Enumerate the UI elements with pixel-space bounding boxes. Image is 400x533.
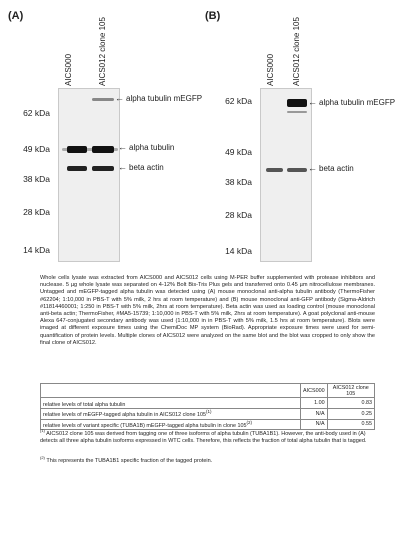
table-cell: 0.25 xyxy=(327,408,374,419)
arrow-left-icon: ← xyxy=(115,93,124,103)
annotation-alpha-tubulin-megfp: ← alpha tubulin mEGFP xyxy=(115,93,203,103)
band-alpha-tubulin-aics000 xyxy=(67,146,87,153)
panel-a-label: (A) xyxy=(8,10,24,22)
panel-a-lane-2-label: AICS012 clone 105 xyxy=(98,17,107,86)
panel-b-lane-2-label: AICS012 clone 105 xyxy=(292,17,301,86)
annotation-beta-actin-b: ← beta actin xyxy=(308,163,354,173)
table-header-row xyxy=(41,384,375,398)
table-row-label: relative levels of mEGFP-tagged alpha tubulin in AICS012 clone 105$^{(1)}$ xyxy=(41,408,301,419)
marker-28-kda-b: 28 kDa xyxy=(225,210,252,220)
footnote-1: $^{(1)}$ AICS012 clone 105 was derived from tagging one of three isoforms of alpha tubulin (TUBA1B1). However, the anti-body used in (A) detects all three alpha tubulin isoforms expressed in WTC cells. Therefore, this reflects the fraction of total alpha tubulin that is tagged. xyxy=(40,428,367,444)
panel-a-blot xyxy=(58,88,120,262)
marker-38-kda-b: 38 kDa xyxy=(225,177,252,187)
marker-14-kda-b: 14 kDa xyxy=(225,246,252,256)
footnote-2: $^{(2)}$ This represents the TUBA1B1 specific fraction of the tagged protein. xyxy=(40,455,213,464)
table-row-label: relative levels of total alpha tubulin xyxy=(41,398,301,409)
marker-62-kda: 62 kDa xyxy=(23,108,50,118)
quantification-table xyxy=(40,383,375,430)
table-cell: 1.00 xyxy=(301,398,328,409)
table-row-label: relative levels of variant specific (TUBA1B) mEGFP-tagged alpha tubulin in clone 105$^{(2)}$ xyxy=(41,419,301,430)
marker-38-kda: 38 kDa xyxy=(23,174,50,184)
panel-b-lane-1-label: AICS000 xyxy=(266,53,275,86)
table-cell: N/A xyxy=(301,408,328,419)
band-faint-b xyxy=(287,111,307,113)
marker-49-kda: 49 kDa xyxy=(23,144,50,154)
band-alpha-tubulin-megfp-b xyxy=(287,99,307,107)
marker-28-kda: 28 kDa xyxy=(23,207,50,217)
table-header-cell xyxy=(41,384,301,398)
marker-14-kda: 14 kDa xyxy=(23,245,50,255)
band-beta-actin-aics000 xyxy=(67,166,87,171)
table-row xyxy=(41,408,375,419)
panel-b-label: (B) xyxy=(205,10,221,22)
marker-62-kda-b: 62 kDa xyxy=(225,96,252,106)
table-cell: 0.55 xyxy=(327,419,374,430)
table-cell: 0.83 xyxy=(327,398,374,409)
annotation-beta-actin: ← beta actin xyxy=(118,162,164,172)
band-alpha-tubulin-clone105 xyxy=(92,146,114,153)
band-beta-actin-clone105 xyxy=(92,166,114,171)
panel-a-lane-1-label: AICS000 xyxy=(64,53,73,86)
figure-caption: Whole cells lysate was extracted from AICS000 and AICS012 cells using M-PER buffer supplemented with protease inhibitors and nuclease. 5 µg whole lysate was separated on 4-12% Bolt Bis-Tris Plus gels and transferred onto 0.45 µm nitrocellulose membranes. Untagged and mEGFP-tagged alpha tubulin was detected using (A) mouse monoclonal anti-alpha tubulin antibody (ThermoFisher #62204; 1:10,000 in PBS-T with 5% milk, 2 hrs at room temperature) and (B) mouse monoclonal anti-GFP antibody (Sigma-Aldrich #11814460001; 1:250 in PBS-T with 5% milk, 2hrs at room temperature). Beta actin was used as loading control (mouse monoclonal anti-beta actin; ThermoFisher, #MA5-15739; 1:10,000 in PBS-T with 5% milk, 2hrs at room temperature). A goat polyclonal anti-mouse Alexa 647-conjugated secondary antibody was used (1:10,000 in in PBS-T with 5% milk, 1.5 hrs at room temperature). Blots were imaged at different exposure times using the ChemiDoc MP system (BioRad). Appropriate exposure times were used for semi-quantification of protein levels. Multiple clones of AICS012 were analyzed on the same blot and the blot was cropped to only show the final clone of AICS012. xyxy=(40,275,375,346)
arrow-left-icon: ← xyxy=(308,97,317,107)
panel-b-blot xyxy=(260,88,312,262)
table-header-cell: AICS012 clone 105 xyxy=(327,384,374,398)
band-alpha-tubulin-megfp xyxy=(92,98,114,101)
arrow-left-icon: ← xyxy=(118,162,127,172)
annotation-alpha-tubulin: ← alpha tubulin xyxy=(118,142,175,152)
table-row xyxy=(41,398,375,409)
band-beta-actin-clone105-b xyxy=(287,168,307,172)
marker-49-kda-b: 49 kDa xyxy=(225,147,252,157)
table-cell: N/A xyxy=(301,419,328,430)
arrow-left-icon: ← xyxy=(308,163,317,173)
band-beta-actin-aics000-b xyxy=(266,168,283,172)
table-header-cell: AICS000 xyxy=(301,384,328,398)
annotation-alpha-tubulin-megfp-b: ← alpha tubulin mEGFP xyxy=(308,97,396,107)
arrow-left-icon: ← xyxy=(118,142,127,152)
